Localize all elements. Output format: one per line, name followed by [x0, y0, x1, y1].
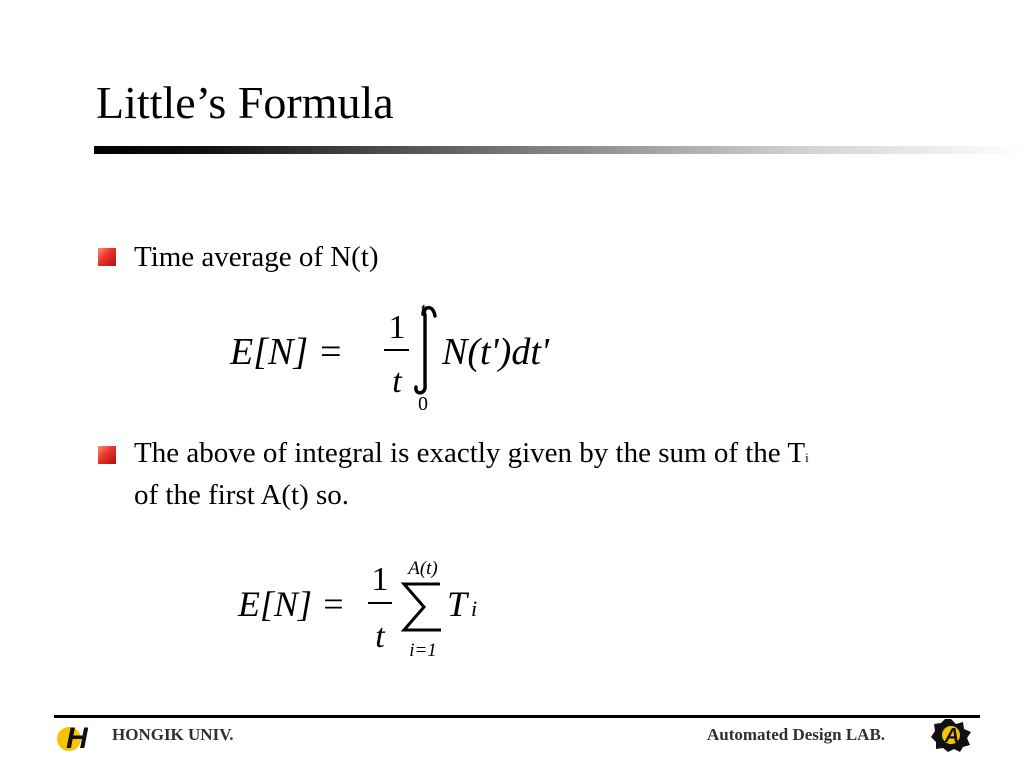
svg-text:A: A	[944, 725, 960, 747]
equation-time-average-integral	[222, 292, 622, 422]
title-underline	[94, 146, 1024, 154]
eq2-summand-subscript: i	[471, 596, 478, 621]
eq2-denominator: t	[375, 618, 385, 655]
bullet-marker	[98, 248, 116, 266]
summation-sign-icon	[404, 584, 441, 630]
eq2-lhs: E[N] =	[238, 584, 346, 624]
footer-lab-label: Automated Design LAB.	[707, 725, 886, 744]
bullet-text-sum-line1	[134, 433, 809, 478]
lab-gear-logo-icon	[930, 718, 972, 752]
eq2-summand: T	[447, 584, 468, 624]
bullet-text-sum-line2: of the first A(t) so.	[134, 479, 350, 511]
bullet-text-sum-main: The above of integral is exactly given by the sum of the T	[134, 437, 806, 469]
equation-sum-of-times	[230, 550, 510, 665]
bullet-text-time-average: Time average of N(t)	[134, 241, 379, 273]
bullet-marker	[98, 446, 116, 464]
eq2-numerator: 1	[371, 561, 389, 598]
eq2-lower-limit: i=1	[409, 640, 437, 661]
eq1-numerator: 1	[388, 309, 406, 346]
hongik-logo-icon	[54, 718, 98, 752]
eq2-upper-limit: A(t)	[408, 558, 438, 579]
svg-text:H: H	[66, 722, 88, 752]
slide-title: Little’s Formula	[96, 77, 394, 128]
eq1-upper-limit: t	[420, 299, 426, 321]
eq1-integrand: N(t')dt'	[442, 331, 550, 373]
bullet-text-sum-subscript: i	[805, 450, 809, 465]
footer-university-label: HONGIK UNIV.	[112, 725, 234, 744]
eq1-lhs: E[N] =	[230, 331, 344, 373]
eq1-lower-limit: 0	[418, 393, 428, 415]
footer-rule	[54, 715, 980, 718]
eq1-denominator: t	[392, 363, 402, 400]
